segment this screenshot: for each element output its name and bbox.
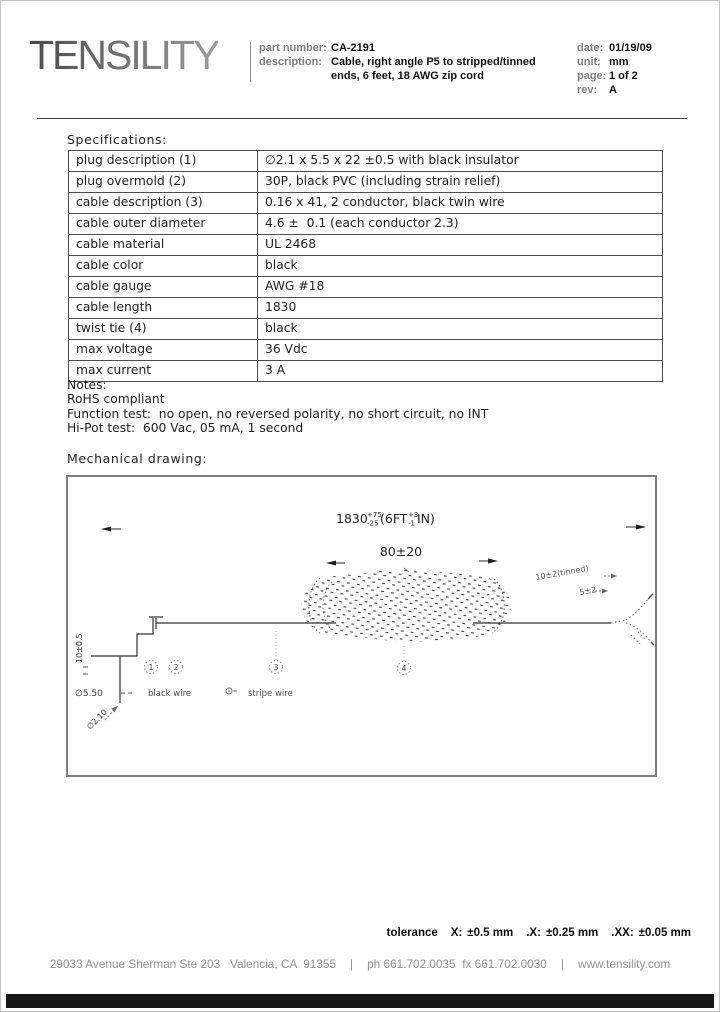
notes-heading: Notes:	[67, 378, 107, 392]
overall-alt-tol-plus: +3	[408, 511, 419, 519]
unit-label: unit:	[577, 56, 601, 68]
mechanical-drawing-svg	[68, 477, 655, 775]
spec-name: cable description (3)	[76, 195, 203, 209]
tolerance-item: .XX: ±0.05 mm	[611, 927, 691, 939]
notes-block	[67, 378, 488, 436]
polarity-icon	[226, 688, 237, 694]
page-value: 1 of 2	[609, 70, 638, 82]
spec-name: max voltage	[76, 342, 153, 356]
overall-length-dimension	[101, 511, 646, 532]
spec-name: cable outer diameter	[76, 216, 206, 230]
wire-labels	[148, 688, 293, 699]
part-number-block	[259, 41, 536, 83]
phone-fax-text: ph 661.702.0035 fx 661.702.0030	[367, 957, 547, 971]
specifications-heading: Specifications:	[67, 132, 167, 147]
tensility-logo: TENSILITY	[29, 32, 219, 78]
plug-body	[91, 618, 153, 656]
footer-address	[1, 957, 719, 971]
spec-name: cable length	[76, 300, 153, 314]
black-wire-label: black wire	[148, 689, 192, 699]
plug-height-dim: 10±0.5	[75, 633, 84, 663]
overall-tol-plus: +75	[367, 511, 382, 519]
callout-1	[145, 661, 158, 674]
spec-table	[68, 150, 663, 382]
description-line2: ends, 6 feet, 18 AWG zip cord	[331, 70, 485, 82]
spec-name: cable color	[76, 258, 144, 272]
header-divider	[250, 42, 251, 82]
table-row	[69, 339, 662, 360]
spec-value: 1830	[257, 298, 662, 318]
address-text: 29033 Avenue Sherman Ste 203 Valencia, CA 91355	[49, 957, 337, 971]
plug-dimensions	[75, 633, 132, 731]
callout-2	[170, 661, 183, 674]
date-label: date:	[577, 42, 604, 54]
svg-text:2: 2	[173, 663, 179, 672]
overall-alt-suffix: IN)	[417, 511, 435, 526]
notes-line: Hi-Pot test: 600 Vac, 05 mA, 1 second	[67, 421, 304, 436]
spec-name: cable gauge	[76, 279, 152, 293]
strip-dim-label: 10±2(tinned)	[534, 563, 590, 582]
coil-dimension	[326, 544, 498, 572]
table-row	[69, 234, 662, 255]
svg-text:4: 4	[401, 664, 407, 673]
mechanical-drawing-box	[66, 475, 657, 777]
unit-value: mm	[609, 56, 629, 68]
svg-text:3: 3	[273, 663, 279, 672]
spec-value: 3 A	[257, 361, 662, 381]
tolerance-item: X: ±0.5 mm	[450, 927, 514, 939]
spec-value: AWG #18	[257, 277, 662, 297]
spec-value: 30P, black PVC (including strain relief)	[257, 172, 662, 192]
table-row	[69, 213, 662, 234]
rev-value: A	[609, 84, 617, 96]
overall-alt-tol-minus: -1	[408, 519, 415, 528]
website-text: www.tensility.com	[577, 957, 671, 971]
bottom-bar	[6, 994, 714, 1008]
date-value: 01/19/09	[609, 42, 652, 54]
description-label: description:	[259, 56, 322, 68]
table-row	[69, 276, 662, 297]
coil-dim-value: 80±20	[379, 544, 423, 559]
strip-dim-leaders	[595, 574, 617, 594]
spec-value: 36 Vdc	[257, 340, 662, 360]
spec-value: black	[257, 319, 662, 339]
spec-name: cable material	[76, 237, 165, 251]
overall-tol-minus: -25	[367, 519, 379, 528]
coiled-cable	[301, 569, 511, 641]
page-label: page:	[577, 70, 607, 82]
spec-name: twist tie (4)	[76, 321, 147, 335]
plug-dia-label: ∅5.50	[75, 689, 103, 699]
header-meta-block	[577, 41, 652, 97]
notes-line: RoHS compliant	[67, 392, 165, 407]
stripped-end	[535, 564, 654, 645]
header-rule	[37, 118, 687, 119]
spec-value: 4.6 ± 0.1 (each conductor 2.3)	[257, 214, 662, 234]
svg-text:1: 1	[148, 663, 154, 672]
table-row	[69, 255, 662, 276]
mechanical-drawing-heading: Mechanical drawing:	[67, 451, 208, 466]
stripe-wire-label: stripe wire	[248, 689, 293, 699]
table-row	[69, 318, 662, 339]
description-line1: Cable, right angle P5 to stripped/tinned	[331, 56, 536, 68]
tolerance-item: .X: ±0.25 mm	[526, 927, 599, 939]
part-number-label: part number:	[259, 42, 327, 54]
meta-row-unit	[577, 55, 652, 69]
address-divider: |	[350, 957, 354, 971]
address-divider: |	[560, 957, 564, 971]
spec-value: black	[257, 256, 662, 276]
table-row	[69, 297, 662, 318]
rev-label: rev:	[577, 84, 598, 96]
spec-name: plug description (1)	[76, 153, 197, 167]
part-number-value: CA-2191	[331, 42, 376, 54]
overall-alt-prefix: (6FT	[380, 511, 408, 526]
tolerance-label: tolerance	[386, 927, 438, 939]
notes-line: Function test: no open, no reversed polarity, no short circuit, no INT	[67, 406, 489, 421]
table-row	[69, 151, 662, 171]
coil-dim-arrows	[326, 559, 498, 566]
overall-length-value: 1830	[336, 511, 368, 526]
spec-value: 0.16 x 41, 2 conductor, black twin wire	[257, 193, 662, 213]
tin-dim-label: 5±2	[578, 585, 597, 597]
spec-value: UL 2468	[257, 235, 662, 255]
spec-name: plug overmold (2)	[76, 174, 186, 188]
footer-tolerance	[387, 927, 691, 939]
table-row	[69, 192, 662, 213]
callout-3	[270, 629, 283, 674]
callout-4	[398, 644, 411, 675]
spec-value: ∅2.1 x 5.5 x 22 ±0.5 with black insulator	[257, 151, 662, 171]
table-row	[69, 171, 662, 192]
meta-row-date	[577, 41, 652, 55]
pin-dia-label: ∅2.10	[85, 707, 109, 732]
meta-row-page	[577, 69, 652, 83]
meta-row-rev	[577, 83, 652, 97]
spec-name: max current	[76, 363, 152, 377]
